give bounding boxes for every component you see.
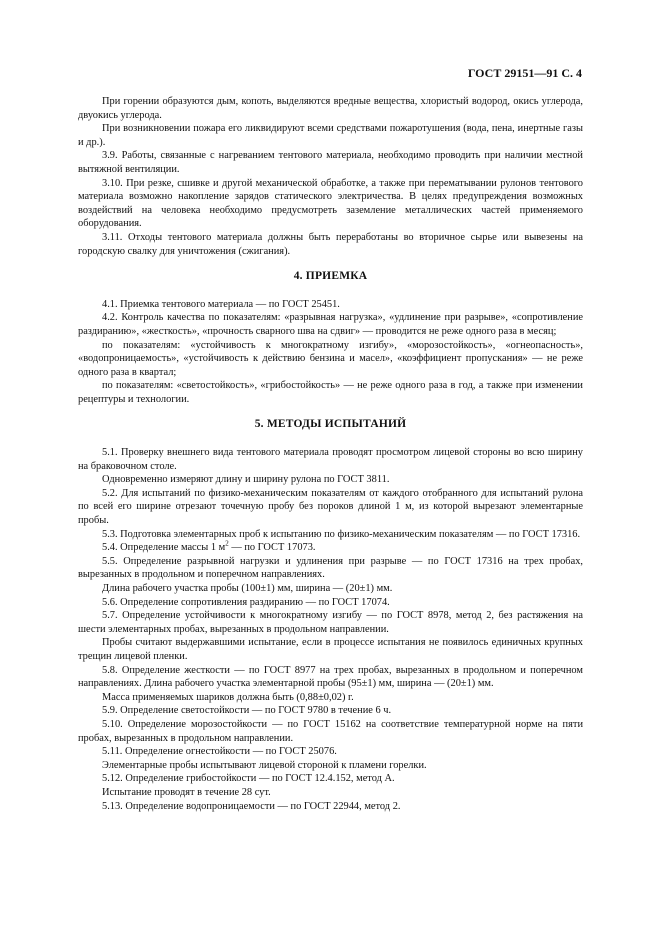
paragraph: 5.13. Определение водопроницаемости — по ГОСТ 22944, метод 2. <box>102 800 401 812</box>
paragraph: Элементарные пробы испытывают лицевой стороной к пламени горелки. <box>102 759 427 771</box>
section-title-test-methods: 5. МЕТОДЫ ИСПЫТАНИЙ <box>254 418 407 431</box>
paragraph: Пробы считают выдержавшими испытание, если в процессе испытания не появилось единичных крупных трещин лицевой пленки. <box>78 637 583 662</box>
paragraph: 5.3. Подготовка элементарных проб к испытанию по физико-механическим показателям — по ГОСТ 17316. <box>102 528 581 540</box>
paragraph: 3.9. Работы, связанные с нагреванием тентового материала, необходимо проводить при наличии местной вытяжной вентиляции. <box>78 150 583 175</box>
text: — по ГОСТ 17073. <box>228 542 316 554</box>
paragraph: 3.10. При резке, сшивке и другой механической обработке, а также при перематывании рулонов тентового материала возможно накопление зарядов статического электричества. В целях предупреждения возможных воздействий на человека необходимо предусмотреть заземление металлических частей применяемого оборудования. <box>78 177 583 230</box>
paragraph-mass <box>78 541 583 555</box>
paragraph: по показателям: «устойчивость к многократному изгибу», «морозостойкость», «огнеопасность», «водопроницаемость», «устойчивость к действию бензина и масел», «коэффициент пропускания» — не реже одного раза в квартал; <box>78 339 583 378</box>
paragraph: При возникновении пожара его ликвидируют всеми средствами пожаротушения (вода, пена, инертные газы и др.). <box>78 123 583 148</box>
paragraph: 5.10. Определение морозостойкости — по ГОСТ 15162 на соответствие температурной норме на пяти пробах, вырезанных в продольном направлении. <box>78 718 583 744</box>
paragraph: Испытание проводят в течение 28 сут. <box>102 786 271 798</box>
paragraph: 5.9. Определение светостойкости — по ГОСТ 9780 в течение 6 ч. <box>102 705 392 717</box>
paragraph: Масса применяемых шариков должна быть (0,88±0,02) г. <box>102 691 354 703</box>
text: 5.4. Определение массы 1 м <box>102 542 226 554</box>
paragraph: 5.6. Определение сопротивления раздиранию — по ГОСТ 17074. <box>102 596 390 608</box>
paragraph: по показателям: «светостойкость», «грибостойкость» — не реже одного раза в год, а также при изменении рецептуры и технологии. <box>78 380 583 405</box>
paragraph: 5.12. Определение грибостойкости — по ГОСТ 12.4.152, метод А. <box>102 773 395 785</box>
paragraph: 4.2. Контроль качества по показателям: «разрывная нагрузка», «удлинение при разрыве», «сопротивление раздиранию», «жесткость», «прочность сварного шва на сдвиг» — проводится не реже одного раза в месяц; <box>78 312 583 337</box>
paragraph: 5.2. Для испытаний по физико-механическим показателям от каждого отобранного для испытаний рулона по всей его ширине отрезают точечную пробу без пороков длиной 1 м, из которой вырезают элементарные пробы. <box>78 487 583 527</box>
paragraph: 3.11. Отходы тентового материала должны быть переработаны во вторичное сырье или вывезены на городскую свалку для уничтожения (сжигания). <box>78 231 583 257</box>
paragraph: 5.7. Определение устойчивости к многократному изгибу — по ГОСТ 8978, метод 2, без растяжения на шести элементарных пробах, вырезанных в продольном направлении. <box>78 610 583 635</box>
paragraph: 5.8. Определение жесткости — по ГОСТ 8977 на трех пробах, вырезанных в продольном и поперечном направлениях. Длина рабочего участка элементарной пробы (95±1) мм, ширина — (20±1) мм. <box>78 664 583 690</box>
paragraph: Одновременно измеряют длину и ширину рулона по ГОСТ 3811. <box>102 474 390 486</box>
paragraph: 5.5. Определение разрывной нагрузки и удлинения при разрыве — по ГОСТ 17316 на трех пробах, вырезанных в продольном и поперечном направлениях. <box>78 555 583 581</box>
document-body <box>78 95 583 813</box>
paragraph: 5.1. Проверку внешнего вида тентового материала проводят просмотром лицевой стороны во всю ширину на браковочном столе. <box>78 447 583 472</box>
section-title-acceptance: 4. ПРИЕМКА <box>293 270 368 283</box>
paragraph: При горении образуются дым, копоть, выделяются вредные вещества, хлористый водород, окись углерода, двуокись углерода. <box>78 96 583 121</box>
paragraph: Длина рабочего участка пробы (100±1) мм, ширина — (20±1) мм. <box>102 583 393 594</box>
page-header: ГОСТ 29151—91 С. 4 <box>467 66 582 80</box>
paragraph: 5.11. Определение огнестойкости — по ГОСТ 25076. <box>102 746 337 758</box>
paragraph: 4.1. Приемка тентового материала — по ГОСТ 25451. <box>102 298 340 310</box>
superscript: 2 <box>225 539 229 548</box>
